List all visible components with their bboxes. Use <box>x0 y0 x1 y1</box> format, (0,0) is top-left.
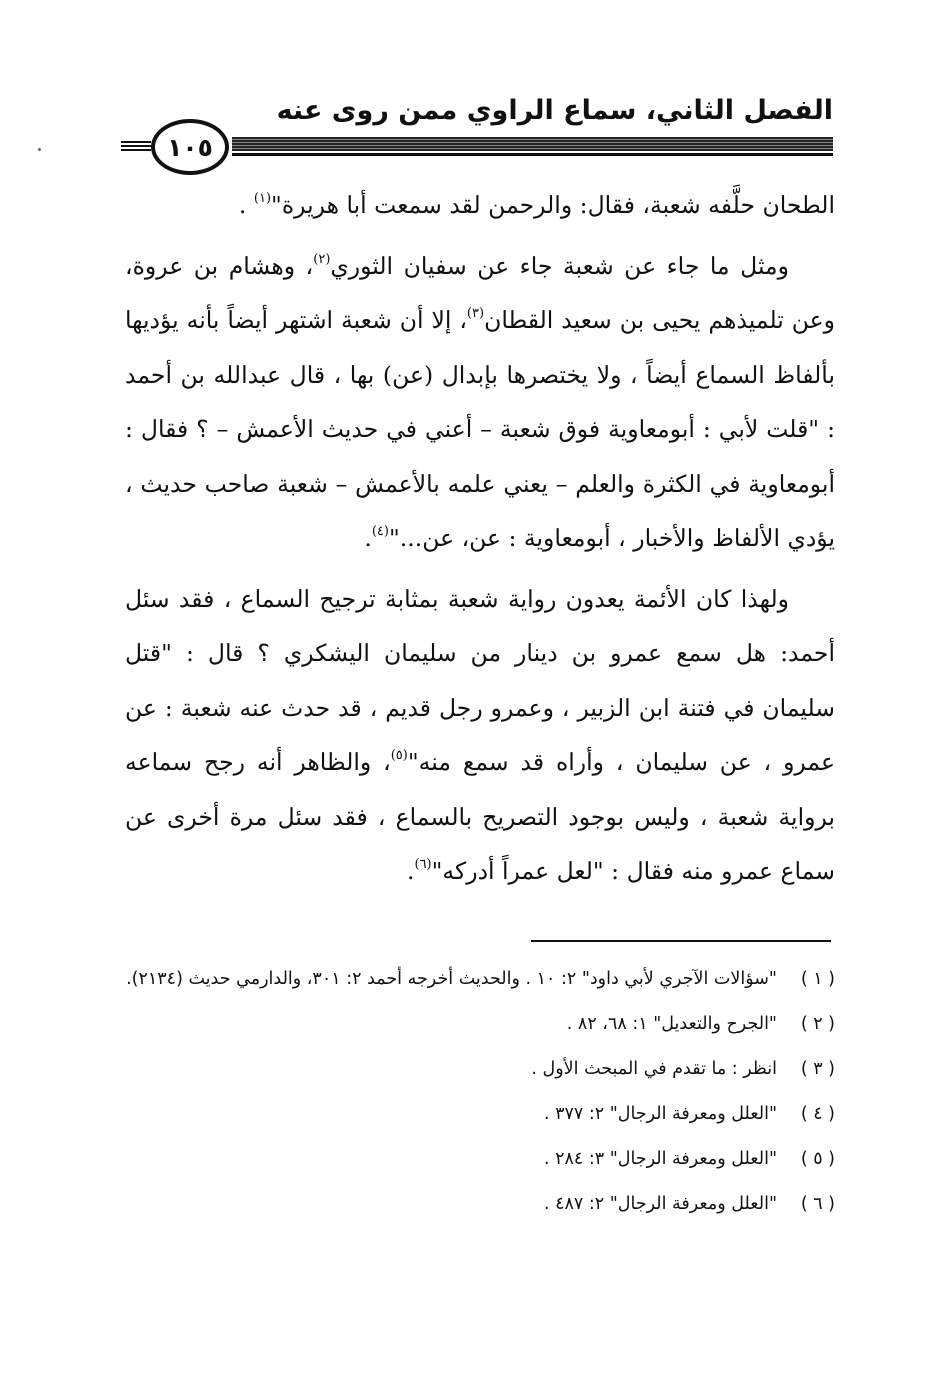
footnote-number: ( ٣ ) <box>800 1059 835 1079</box>
paragraph-3 <box>125 572 835 899</box>
footnote-item <box>120 1005 835 1044</box>
paragraph-2-text-b: ، وهشام بن عروة، وعن تلميذهم يحيى بن سعيد القطان <box>125 251 835 334</box>
paragraph-3-text-a: ولهذا كان الأئمة يعدون رواية شعبة بمثابة ترجيح السماع ، فقد سئل أحمد: هل سمع عمرو بن دينار من سليمان اليشكري ؟ قال : "قتل سليمان في فتنة ابن الزبير ، وعمرو رجل قديم ، قد حدث عنه شعبة : عن عمرو ، عن سليمان ، وأراه قد سمع منه" <box>125 584 835 776</box>
footnote-item <box>120 1095 835 1134</box>
footnote-ref-5: (٥) <box>390 748 408 763</box>
footnote-item <box>120 1140 835 1179</box>
footnote-number: ( ١ ) <box>800 969 835 989</box>
footnote-text: انظر : ما تقدم في المبحث الأول . <box>531 1059 777 1079</box>
paragraph-1 <box>125 178 835 233</box>
footnote-number: ( ٢ ) <box>800 1014 835 1034</box>
footnote-item <box>120 960 835 999</box>
paragraph-2-text-c: ، إلا أن شعبة اشتهر أيضاً بأنه يؤديها بألفاظ السماع أيضاً ، ولا يختصرها بإبدال (عن) بها ، قال عبدالله بن أحمد : "قلت لأبي : أبومعاوية فوق شعبة – أعني في حديث الأعمش – ؟ فقال : أبومعاوية في الكثرة والعلم – يعني علمه بالأعمش – شعبة صاحب حديث ، يؤدي الألفاظ والأخبار ، أبومعاوية : عن، عن..." <box>125 306 835 552</box>
footnote-text: "العلل ومعرفة الرجال" ٢: ٣٧٧ . <box>543 1104 777 1124</box>
footnotes <box>120 960 835 1224</box>
paragraph-2-end: . <box>364 524 372 552</box>
paragraph-2 <box>125 239 835 566</box>
paragraph-3-end: . <box>407 857 415 885</box>
chapter-title: الفصل الثاني، سماع الراوي ممن روى عنه <box>276 95 833 126</box>
footnote-text: "العلل ومعرفة الرجال" ٣: ٢٨٤ . <box>543 1149 777 1169</box>
page-number: ١٠٥ <box>151 119 229 175</box>
paragraph-1-text: الطحان حلَّفه شعبة، فقال: والرحمن لقد سمعت أبا هريرة" <box>271 191 835 219</box>
footnote-text: "سؤالات الآجري لأبي داود" ٢: ١٠ . والحديث أخرجه أحمد ٢: ٣٠١، والدارمي حديث (٢١٣٤). <box>126 969 777 989</box>
footnote-ref-3: (٣) <box>466 306 485 321</box>
header-rule-underline <box>232 153 833 156</box>
footnote-ref-4: (٤) <box>371 524 389 539</box>
footnote-text: "الجرح والتعديل" ١: ٦٨، ٨٢ . <box>566 1014 777 1034</box>
paragraph-2-text-a: ومثل ما جاء عن شعبة جاء عن سفيان الثوري <box>330 251 789 280</box>
footnote-number: ( ٥ ) <box>800 1149 835 1169</box>
footnote-separator <box>531 940 831 942</box>
paragraph-3-text-b: ، والظاهر أنه رجح سماعه برواية شعبة ، وليس بوجود التصريح بالسماع ، فقد سئل مرة أخرى عن سماع عمرو منه فقال : "لعل عمراً أدركه" <box>125 748 835 885</box>
header-rule <box>232 137 833 151</box>
footnote-text: "العلل ومعرفة الرجال" ٢: ٤٨٧ . <box>543 1194 777 1214</box>
footnote-number: ( ٦ ) <box>800 1194 835 1214</box>
scan-speck <box>38 148 41 151</box>
footnote-ref-6: (٦) <box>414 857 432 872</box>
header-rule-end-bars <box>121 141 151 153</box>
footnote-item <box>120 1185 835 1224</box>
footnote-number: ( ٤ ) <box>800 1104 835 1124</box>
footnote-ref-2: (٢) <box>313 251 331 267</box>
footnote-item <box>120 1050 835 1089</box>
main-text <box>125 178 835 899</box>
footnote-ref-1: (١) <box>253 191 272 206</box>
paragraph-1-end: . <box>238 191 254 219</box>
